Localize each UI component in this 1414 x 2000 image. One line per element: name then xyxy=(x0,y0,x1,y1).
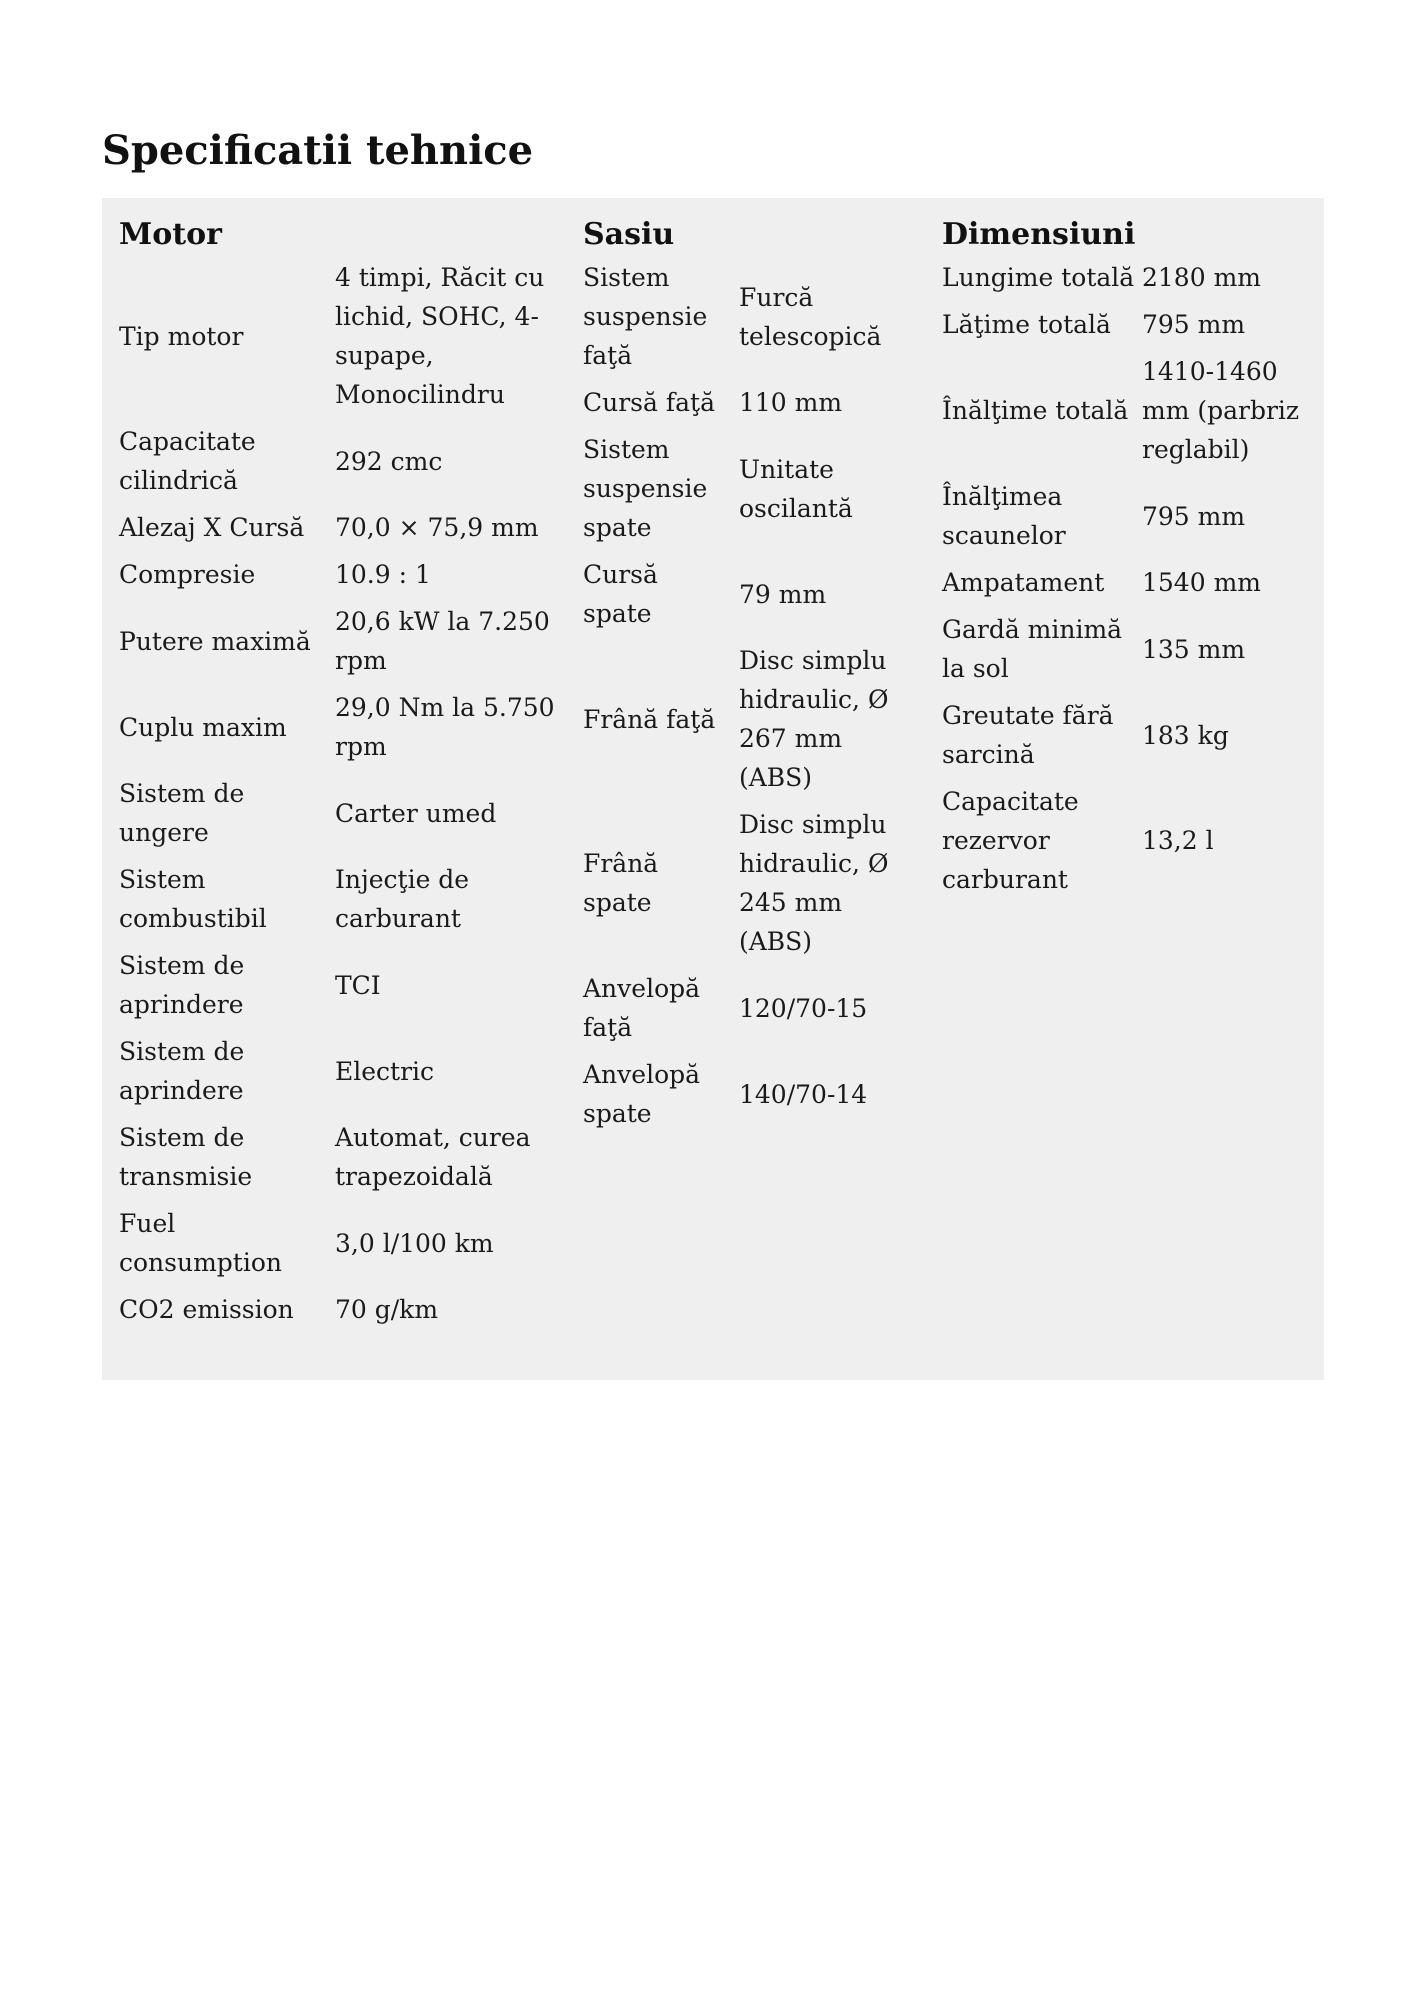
table-row xyxy=(119,508,559,547)
table-row xyxy=(942,352,1302,469)
spec-value: 135 mm xyxy=(1142,634,1246,664)
table-row xyxy=(942,563,1302,602)
spec-value: 10.9 : 1 xyxy=(335,560,431,589)
spec-label: Cursă faţă xyxy=(583,388,715,417)
spec-label: Lăţime totală xyxy=(942,310,1111,339)
spec-value: 1540 mm xyxy=(1142,568,1261,597)
table-row xyxy=(119,1204,559,1282)
spec-value: 1410-1460 mm (parbriz reglabil) xyxy=(1142,357,1300,464)
table-row xyxy=(119,688,559,766)
spec-label: Sistem suspensie spate xyxy=(583,435,708,542)
spec-label: Cursă spate xyxy=(583,560,658,628)
spec-value: 795 mm xyxy=(1142,310,1246,339)
spec-label: Capacitate cilindrică xyxy=(119,427,256,495)
table-row xyxy=(119,1290,559,1329)
spec-value: 120/70-15 xyxy=(739,993,868,1023)
spec-value: 110 mm xyxy=(739,388,843,417)
section-sasiu xyxy=(583,216,923,1141)
table-row xyxy=(119,774,559,852)
spec-value: Injecţie de carburant xyxy=(335,865,470,933)
spec-value: 140/70-14 xyxy=(739,1079,868,1109)
table-row xyxy=(942,305,1302,344)
table-row xyxy=(942,477,1302,555)
spec-label: Sistem combustibil xyxy=(119,865,267,933)
spec-label: Lungime totală xyxy=(942,263,1135,292)
spec-label: Frână faţă xyxy=(583,704,716,734)
spec-label: Sistem de aprindere xyxy=(119,1037,245,1105)
spec-label: Fuel consumption xyxy=(119,1209,282,1277)
spec-label: Sistem de aprindere xyxy=(119,951,245,1019)
spec-label: CO2 emission xyxy=(119,1295,294,1324)
spec-value: 3,0 l/100 km xyxy=(335,1228,494,1258)
section-dimensiuni xyxy=(942,216,1312,907)
table-row xyxy=(119,555,559,594)
table-row xyxy=(119,422,559,500)
spec-label: Frână spate xyxy=(583,849,659,917)
table-row xyxy=(583,641,889,797)
spec-value: Carter umed xyxy=(335,798,497,828)
spec-value: Automat, curea trapezoidală xyxy=(335,1123,531,1191)
page-title: Specificatii tehnice xyxy=(102,127,534,174)
spec-value: Furcă telescopică xyxy=(739,282,882,351)
spec-value: 183 kg xyxy=(1142,720,1229,750)
spec-box xyxy=(102,198,1324,1380)
spec-value: 29,0 Nm la 5.750 rpm xyxy=(335,693,555,761)
spec-value: Disc simplu hidraulic, Ø 267 mm (ABS) xyxy=(739,646,889,792)
spec-label: Putere maximă xyxy=(119,626,311,656)
table-row xyxy=(119,1118,559,1196)
spec-label: Sistem de transmisie xyxy=(119,1123,253,1191)
spec-value: Electric xyxy=(335,1056,435,1086)
spec-label: Capacitate rezervor carburant xyxy=(942,787,1079,894)
table-row xyxy=(583,805,889,961)
spec-label: Cuplu maxim xyxy=(119,712,287,742)
table-row xyxy=(583,555,889,633)
table-row xyxy=(119,602,559,680)
spec-label: Anvelopă spate xyxy=(583,1060,701,1128)
section-heading: Dimensiuni xyxy=(942,217,1136,252)
spec-label: Sistem suspensie faţă xyxy=(583,263,708,370)
spec-value: 13,2 l xyxy=(1142,826,1214,855)
spec-label: Tip motor xyxy=(119,321,244,351)
spec-value: 79 mm xyxy=(739,579,827,609)
table-row xyxy=(942,782,1302,899)
spec-value: 70 g/km xyxy=(335,1295,439,1324)
spec-value: 70,0 × 75,9 mm xyxy=(335,513,539,542)
spec-value: 795 mm xyxy=(1142,501,1246,531)
spec-table-motor xyxy=(113,250,565,1337)
section-heading: Sasiu xyxy=(583,217,675,252)
table-row xyxy=(119,258,559,414)
table-row xyxy=(119,860,559,938)
spec-label: Compresie xyxy=(119,560,256,589)
spec-table-dimensiuni xyxy=(936,250,1308,907)
spec-label: Alezaj X Cursă xyxy=(119,513,305,542)
table-row xyxy=(583,1055,889,1133)
spec-label: Anvelopă faţă xyxy=(583,974,701,1042)
table-row xyxy=(942,610,1302,688)
spec-value: Disc simplu hidraulic, Ø 245 mm (ABS) xyxy=(739,810,889,956)
spec-value: 2180 mm xyxy=(1142,263,1261,292)
table-row xyxy=(583,430,889,547)
table-row xyxy=(583,383,889,422)
section-heading: Motor xyxy=(119,217,222,252)
spec-label: Sistem de ungere xyxy=(119,779,245,847)
table-row xyxy=(119,946,559,1024)
spec-table-sasiu xyxy=(577,250,895,1141)
spec-value: TCI xyxy=(335,970,381,1000)
spec-value: 4 timpi, Răcit cu lichid, SOHC, 4-supape, Monocilindru xyxy=(335,263,545,409)
spec-label: Greutate fără sarcină xyxy=(942,701,1114,769)
table-row xyxy=(119,1032,559,1110)
spec-label: Înălţimea scaunelor xyxy=(942,482,1066,550)
table-row xyxy=(942,696,1302,774)
table-row xyxy=(583,258,889,375)
spec-label: Ampatament xyxy=(942,568,1105,597)
spec-value: 20,6 kW la 7.250 rpm xyxy=(335,607,550,675)
spec-value: 292 cmc xyxy=(335,446,443,476)
spec-label: Gardă minimă la sol xyxy=(942,615,1123,683)
table-row xyxy=(583,969,889,1047)
table-row xyxy=(942,258,1302,297)
section-motor xyxy=(119,216,565,1337)
spec-label: Înălţime totală xyxy=(942,396,1129,425)
spec-value: Unitate oscilantă xyxy=(739,454,853,523)
